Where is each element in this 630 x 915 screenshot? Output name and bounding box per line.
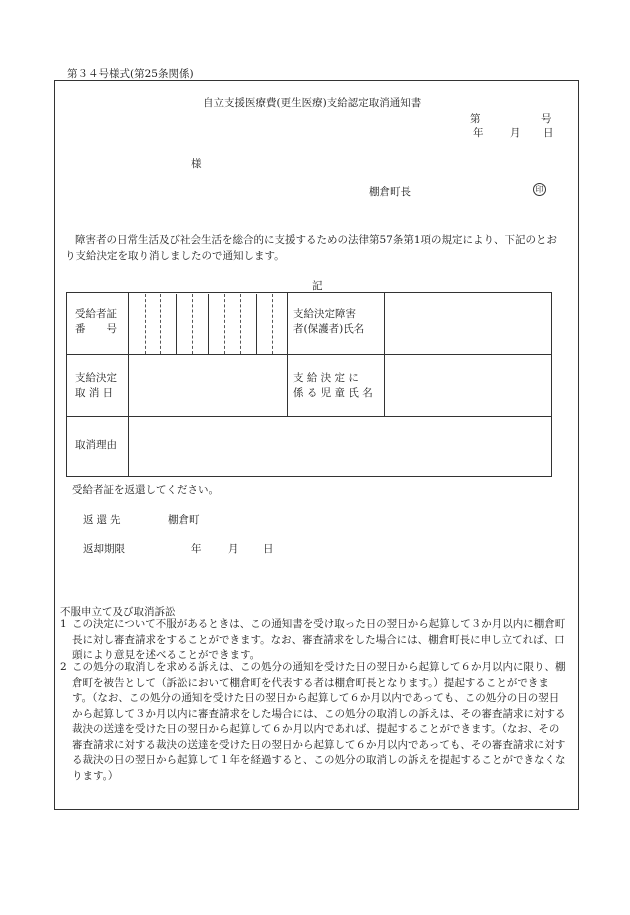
ki-heading: 記 bbox=[312, 280, 323, 292]
issue-date-year: 年 bbox=[473, 127, 484, 139]
digit-box-divider bbox=[192, 294, 193, 354]
table-col-divider bbox=[384, 293, 385, 416]
appeal-item bbox=[60, 617, 566, 664]
digit-box-divider bbox=[176, 294, 177, 354]
cancellation-date-label: 支給決定 取 消 日 bbox=[75, 372, 117, 399]
return-deadline-year: 年 bbox=[191, 543, 202, 555]
issuer-name: 棚倉町長 bbox=[369, 186, 411, 198]
appeal-item bbox=[60, 660, 566, 784]
digit-box-divider bbox=[160, 294, 161, 354]
seal-mark: 印 bbox=[533, 183, 546, 196]
appeal-heading: 不服申立て及び取消訴訟 bbox=[60, 606, 176, 618]
digit-box-divider bbox=[240, 294, 241, 354]
appeal-item-text: この処分の取消しを求める訴えは、この処分の通知を受けた日の翌日から起算して６か月以内に限り、棚倉町を被告として（訴訟において棚倉町を代表する者は棚倉町長となります。）提起することができます。（なお、この処分の通知を受けた日の翌日から起算して６か月以内であっても、この処分の日の翌日から起算して３か月以内に審査請求をした場合には、この処分の取消しの訴えは、その審査請求に対する裁決の送達を受けた日の翌日から起算して６か月以内であれば、提起することができます。（なお、その審査請求に対する裁決の送達を受けた日の翌日から起算して６か月以内であっても、その審査請求に対する裁決の日の翌日から起算して１年を経過すると、この処分の取消しの訴えを提起することができなくなります。） bbox=[72, 661, 566, 782]
digit-box-divider bbox=[224, 294, 225, 354]
return-destination-value: 棚倉町 bbox=[168, 514, 200, 526]
digit-box-divider bbox=[145, 294, 146, 354]
table-row-divider bbox=[67, 354, 551, 355]
document-title: 自立支援医療費(更生医療)支給認定取消通知書 bbox=[203, 97, 422, 109]
appeal-item-number: 1 bbox=[60, 618, 67, 630]
form-number: 第３４号様式(第25条関係) bbox=[67, 68, 194, 80]
return-destination-label: 返還先 bbox=[83, 514, 124, 526]
appeal-item-number: 2 bbox=[60, 661, 67, 673]
issue-date-day: 日 bbox=[543, 127, 554, 139]
return-deadline-label: 返却期限 bbox=[83, 543, 125, 555]
issue-date-month: 月 bbox=[510, 127, 521, 139]
notice-body: 障害者の日常生活及び社会生活を総合的に支援するための法律第57条第1項の規定により、下記のとおり支給決定を取り消しましたので通知します。 bbox=[65, 234, 558, 262]
appeal-item-text: この決定について不服があるときは、この通知書を受け取った日の翌日から起算して３か月以内に棚倉町長に対し審査請求をすることができます。なお、審査請求をした場合には、棚倉町長に申し立てれば、口頭により意見を述べることができます。 bbox=[72, 618, 566, 661]
recipient-id-label: 受給者証 番 号 bbox=[75, 308, 117, 335]
document-number-suffix: 号 bbox=[541, 113, 552, 125]
addressee-honorific: 様 bbox=[191, 158, 202, 170]
table-row-divider bbox=[67, 416, 551, 417]
digit-box-divider bbox=[272, 294, 273, 354]
details-table bbox=[66, 292, 552, 477]
return-deadline-day: 日 bbox=[263, 543, 274, 555]
return-instruction: 受給者証を返還してください。 bbox=[72, 484, 219, 496]
document-number-label: 第 bbox=[470, 113, 481, 125]
table-col-divider bbox=[128, 416, 129, 476]
digit-box-divider bbox=[256, 294, 257, 354]
table-col-divider bbox=[128, 293, 129, 416]
support-recipient-name-label: 支給決定障害 者(保護者)氏名 bbox=[293, 308, 365, 335]
table-col-divider bbox=[287, 293, 288, 416]
child-name-label: 支 給 決 定 に 係 る 児 童 氏 名 bbox=[293, 372, 373, 399]
return-deadline-month: 月 bbox=[228, 543, 239, 555]
cancellation-reason-label: 取消理由 bbox=[75, 439, 117, 451]
digit-box-divider bbox=[208, 294, 209, 354]
